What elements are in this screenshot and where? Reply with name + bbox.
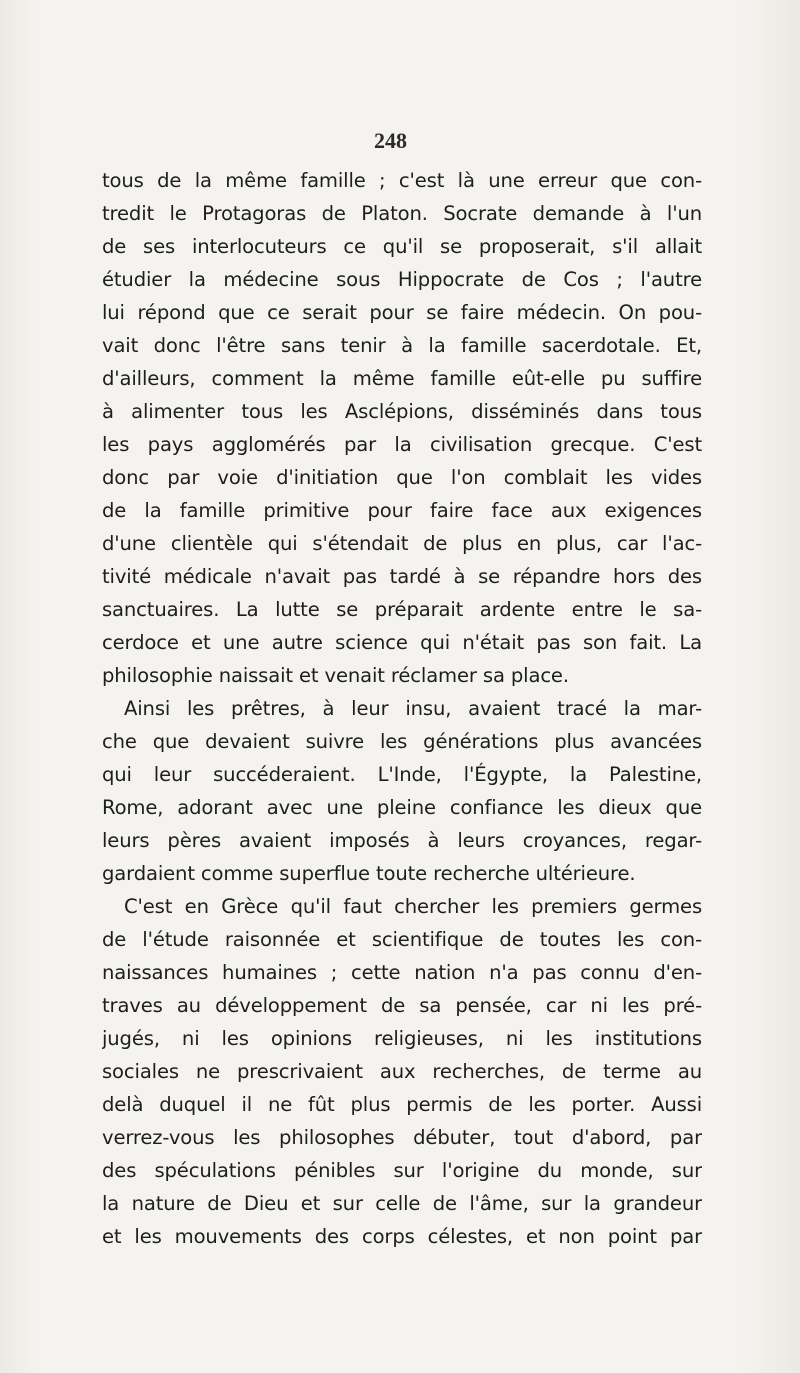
text-line: Ainsi les prêtres, à leur insu, avaient tracé la mar-: [124, 697, 702, 720]
page-number: 248: [374, 128, 407, 153]
text-line: philosophie naissait et venait réclamer sa place.: [102, 664, 569, 687]
text-line: tredit le Protagoras de Platon. Socrate demande à l'un: [102, 202, 702, 225]
text-line: de l'étude raisonnée et scientifique de toutes les con-: [102, 928, 702, 951]
text-line: C'est en Grèce qu'il faut chercher les premiers germes: [124, 895, 702, 918]
text-line: et les mouvements des corps célestes, et non point par: [102, 1225, 702, 1248]
text-line: d'une clientèle qui s'étendait de plus en plus, car l'ac-: [102, 532, 702, 555]
text-line: des spéculations pénibles sur l'origine du monde, sur: [102, 1159, 702, 1182]
text-line: naissances humaines ; cette nation n'a pas connu d'en-: [102, 961, 702, 984]
text-line: à alimenter tous les Asclépions, disséminés dans tous: [102, 400, 702, 423]
body-text: [102, 164, 702, 1253]
text-line: Rome, adorant avec une pleine confiance les dieux que: [102, 796, 702, 819]
text-line: che que devaient suivre les générations plus avancées: [102, 730, 702, 753]
text-line: donc par voie d'initiation que l'on comblait les vides: [102, 466, 702, 489]
text-line: verrez-vous les philosophes débuter, tout d'abord, par: [102, 1126, 702, 1149]
text-line: sociales ne prescrivaient aux recherches, de terme au: [102, 1060, 702, 1083]
text-line: étudier la médecine sous Hippocrate de Cos ; l'autre: [102, 268, 702, 291]
text-line: cerdoce et une autre science qui n'était pas son fait. La: [102, 631, 702, 654]
text-line: vait donc l'être sans tenir à la famille sacerdotale. Et,: [102, 334, 702, 357]
text-line: sanctuaires. La lutte se préparait ardente entre le sa-: [102, 598, 702, 621]
text-line: lui répond que ce serait pour se faire médecin. On pou-: [102, 301, 702, 324]
text-line: traves au développement de sa pensée, car ni les pré-: [102, 994, 702, 1017]
text-line: gardaient comme superflue toute recherche ultérieure.: [102, 862, 636, 885]
text-line: leurs pères avaient imposés à leurs croyances, regar-: [102, 829, 702, 852]
text-line: tous de la même famille ; c'est là une erreur que con-: [102, 169, 702, 192]
text-line: les pays agglomérés par la civilisation grecque. C'est: [102, 433, 702, 456]
text-line: jugés, ni les opinions religieuses, ni les institutions: [102, 1027, 702, 1050]
text-line: d'ailleurs, comment la même famille eût-elle pu suffire: [102, 367, 702, 390]
text-line: de ses interlocuteurs ce qu'il se proposerait, s'il allait: [102, 235, 702, 258]
text-line: la nature de Dieu et sur celle de l'âme, sur la grandeur: [102, 1192, 702, 1215]
text-line: tivité médicale n'avait pas tardé à se répandre hors des: [102, 565, 702, 588]
text-line: de la famille primitive pour faire face aux exigences: [102, 499, 702, 522]
text-line: qui leur succéderaient. L'Inde, l'Égypte, la Palestine,: [102, 763, 702, 786]
text-line: delà duquel il ne fût plus permis de les porter. Aussi: [102, 1093, 702, 1116]
